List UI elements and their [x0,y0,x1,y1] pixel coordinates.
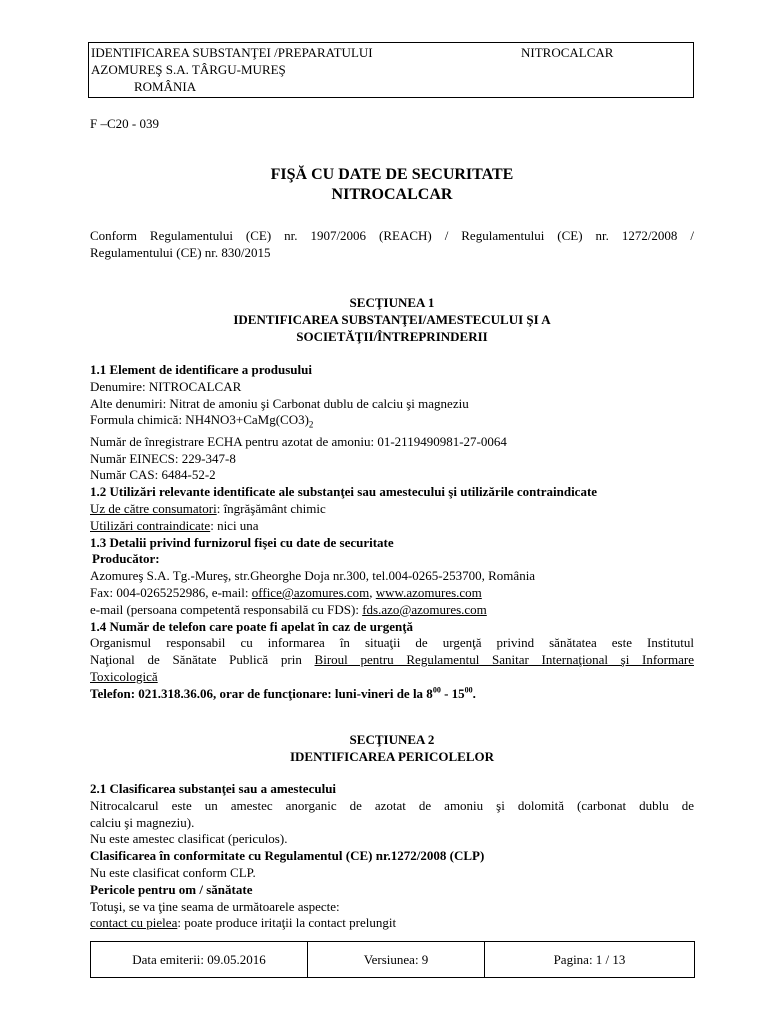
fds-email-link[interactable]: fds.azo@azomures.com [362,601,487,617]
header-title: IDENTIFICAREA SUBSTANŢEI /PREPARATULUI [91,45,373,60]
document-header [88,42,694,98]
alte-denumiri: Alte denumiri: Nitrat de amoniu şi Carbonat dublu de calciu şi magneziu [90,395,469,411]
contact-value: : poate produce iritaţii la contact prelungit [177,915,397,931]
telefon-sup2: 00 [464,685,473,695]
telefon-mid: - 15 [440,685,465,701]
website-link[interactable]: www.azomures.com [375,584,482,600]
formula-text: Formula chimică: NH4NO3+CaMg(CO3) [90,412,309,428]
header-country: ROMÂNIA [134,79,197,94]
org-line1: Organismul responsabil cu informarea în situaţii de urgenţă privind sănătatea este Institutul [90,635,694,651]
fds-text: e-mail (persoana competentă responsabilă cu FDS): [90,601,363,617]
not-classified: Nu este amestec clasificat (periculos). [90,831,288,847]
contact-label: contact cu pielea [90,915,178,931]
uz-label: Uz de către consumatori [90,500,217,516]
telefon-text: Telefon: 021.318.36.06, orar de funcţionare: luni-vineri de la 8 [90,685,433,701]
uz-value: : îngrăşământ chimic [216,500,326,516]
fds-email-line [90,602,696,619]
section1-heading [90,295,694,345]
clp-value: Nu este clasificat conform CLP. [90,864,256,880]
producator-label: Producător: [92,551,160,567]
s12-title: 1.2 Utilizări relevante identificate ale substanţei sau amestecului şi utilizările contraindicate [90,484,598,500]
page-title [90,165,694,205]
formula-subscript: 2 [308,419,314,430]
desc-line2: calciu şi magneziu). [90,814,195,830]
denumire: Denumire: NITROCALCAR [90,378,242,394]
fax-text: Fax: 004-0265252986, e-mail: [90,584,252,600]
title-line2: NITROCALCAR [331,186,453,203]
section1-subheading2: SOCIETĂŢII/ÎNTREPRINDERII [296,328,488,344]
biroul-link[interactable]: Biroul pentru Regulamentul Sanitar Internaţional şi Informare [314,652,694,668]
office-email-link[interactable]: office@azomures.com [251,584,370,600]
uz-consumatori [90,501,696,518]
formula-chimica [90,412,696,433]
section2-subheading: IDENTIFICAREA PERICOLELOR [289,749,495,764]
contra-value: : nici una [210,517,259,533]
header-product: NITROCALCAR [521,45,614,60]
toxicologica-link[interactable]: Toxicologică [90,668,158,684]
clp-title: Clasificarea în conformitate cu Regulamentul (CE) nr.1272/2008 (CLP) [90,848,485,864]
form-code: F –C20 - 039 [90,116,159,131]
s11-title: 1.1 Element de identificare a produsului [90,362,312,377]
cas-number: Număr CAS: 6484-52-2 [90,467,216,483]
title-line1: FIŞĂ CU DATE DE SECURITATE [270,166,514,183]
telefon-sup1: 00 [432,685,441,695]
pericole-title: Pericole pentru om / sănătate [90,881,253,897]
org-line2 [90,652,694,669]
s14-title: 1.4 Număr de telefon care poate fi apelat în caz de urgenţă [90,618,414,634]
section1-body [90,362,696,703]
version: Versiunea: 9 [307,942,484,977]
contact-piele [90,915,696,932]
einecs-number: Număr EINECS: 229-347-8 [90,450,236,466]
section2-heading [90,731,694,765]
conform-line2: Regulamentului (CE) nr. 830/2015 [90,245,271,260]
page-number: Pagina: 1 / 13 [484,942,694,977]
section1-subheading1: IDENTIFICAREA SUBSTANŢEI/AMESTECULUI ŞI A [233,311,551,327]
telefon-end: . [472,685,476,701]
section2-number: SECŢIUNEA 2 [349,732,435,747]
emergency-phone [90,686,696,703]
issue-date: Data emiterii: 09.05.2016 [132,951,266,967]
echa-number: Număr de înregistrare ECHA pentru azotat de amoniu: 01-2119490981-27-0064 [90,433,507,449]
s13-title: 1.3 Detalii privind furnizorul fişei cu date de securitate [90,534,394,550]
producer-address: Azomureş S.A. Tg.-Mureş, str.Gheorghe Doja nr.300, tel.004-0265-253700, România [90,568,536,584]
s21-title: 2.1 Clasificarea substanţei sau a amestecului [90,781,337,796]
section2-body [90,781,696,932]
document-footer [90,941,695,978]
contra-label: Utilizări contraindicate [90,517,211,533]
fax-email-line [90,585,696,602]
conform-line1: Conform Regulamentului (CE) nr. 1907/2006 (REACH) / Regulamentului (CE) nr. 1272/2008 / [90,228,694,243]
org-line3 [90,669,696,686]
fax-separator: , [369,584,376,600]
header-company: AZOMUREŞ S.A. TÂRGU-MUREŞ [91,62,286,77]
section1-number: SECŢIUNEA 1 [349,295,435,310]
utilizari-contraindicate [90,518,696,535]
desc-line1: Nitrocalcarul este un amestec anorganic de azotat de amoniu şi dolomită (carbonat dublu de [90,797,694,813]
org-line2-text: Naţional de Sănătate Publică prin [90,652,315,668]
totusi-text: Totuşi, se va ţine seama de următoarele aspecte: [90,898,340,914]
